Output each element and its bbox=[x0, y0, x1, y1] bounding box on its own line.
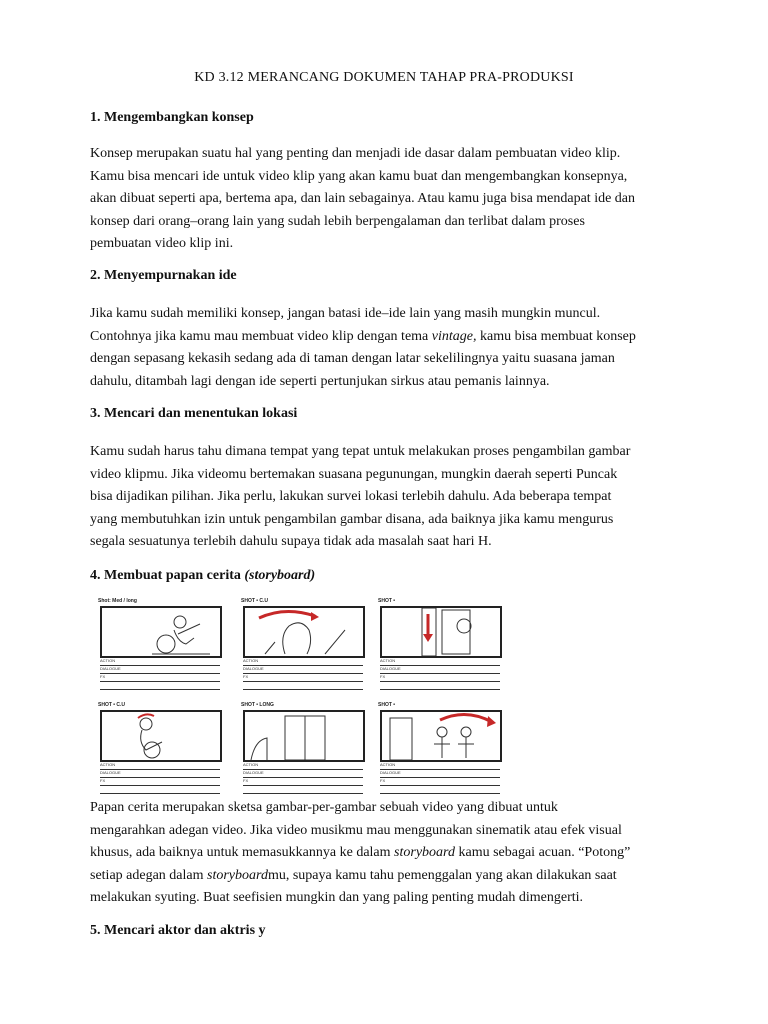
section-3-heading: 3. Mencari dan menentukan lokasi bbox=[90, 406, 298, 421]
fx-line: FX bbox=[380, 674, 500, 682]
storyboard-panel bbox=[376, 702, 502, 794]
section-5-heading: 5. Mencari aktor dan aktris y bbox=[90, 923, 266, 938]
storyboard-image bbox=[96, 598, 506, 794]
action-line: ACTION bbox=[380, 762, 500, 770]
storyboard-panel bbox=[96, 702, 222, 794]
text-run: kamu sebagai acuan. “Potong” bbox=[458, 845, 631, 860]
dialogue-line: DIALOGUE bbox=[380, 666, 500, 674]
blank-line bbox=[243, 682, 363, 690]
section-1-paragraph bbox=[90, 143, 690, 256]
action-line: ACTION bbox=[100, 762, 220, 770]
panel-shot-label: Shot: Med / long bbox=[98, 598, 137, 604]
paragraph-line: Papan cerita merupakan sketsa gambar-per-gambar sebuah video yang dibuat untuk bbox=[90, 800, 558, 815]
paragraph-line: mengarahkan adegan video. Jika video musikmu mau menggunakan sinematik atau efek visual bbox=[90, 822, 622, 838]
panel-shot-label: SHOT • bbox=[378, 598, 396, 604]
section-1-heading: 1. Mengembangkan konsep bbox=[90, 110, 254, 125]
action-line: ACTION bbox=[243, 762, 363, 770]
panel-notes bbox=[243, 762, 363, 794]
fx-line: FX bbox=[380, 778, 500, 786]
panel-frame bbox=[100, 606, 222, 658]
dialogue-line: DIALOGUE bbox=[380, 770, 500, 778]
dialogue-line: DIALOGUE bbox=[100, 770, 220, 778]
paragraph-line: Konsep merupakan suatu hal yang penting dan menjadi ide dasar dalam pembuatan video klip. bbox=[90, 146, 621, 161]
action-line: ACTION bbox=[243, 658, 363, 666]
paragraph-line: bisa dijadikan pilihan. Jika perlu, lakukan survei lokasi terlebih dahulu. Ada beberapa tempat bbox=[90, 489, 612, 504]
sketch-man-rising bbox=[102, 712, 220, 760]
blank-line bbox=[243, 786, 363, 794]
panel-frame bbox=[380, 606, 502, 658]
sketch-people-in-doorway bbox=[382, 712, 500, 760]
blank-line bbox=[100, 786, 220, 794]
paragraph-line: konsep dari orang–orang lain yang sudah lebih berpengalaman dan terlibat dalam proses bbox=[90, 213, 585, 229]
blank-line bbox=[380, 786, 500, 794]
text-run: khusus, ada baiknya untuk memasukkannya ke dalam bbox=[90, 845, 391, 860]
text-run: mu, supaya kamu tahu pemenggalan yang akan dilakukan saat bbox=[267, 867, 617, 883]
paragraph-line bbox=[90, 865, 690, 888]
panel-frame bbox=[243, 710, 365, 762]
sketch-man-in-wheelchair bbox=[102, 608, 220, 656]
dialogue-line: DIALOGUE bbox=[243, 770, 363, 778]
paragraph-line bbox=[90, 842, 690, 865]
paragraph-line bbox=[90, 326, 690, 349]
sketch-door-closeup bbox=[382, 608, 500, 656]
paragraph-line: Kamu sudah harus tahu dimana tempat yang tepat untuk melakukan proses pengambilan gambar bbox=[90, 444, 631, 459]
paragraph-line: Kamu bisa mencari ide untuk video klip yang akan kamu buat dan mengembangkan konsepnya, bbox=[90, 168, 628, 184]
paragraph-line: video klipmu. Jika videomu bertemakan suasana pegunungan, mungkin daerah seperti Puncak bbox=[90, 466, 618, 482]
paragraph-line: dengan sepasang kekasih sedang ada di taman dengan latar sekelilingnya yaitu suasana jaman bbox=[90, 351, 615, 366]
text-run: kamu bisa membuat konsep bbox=[479, 328, 636, 344]
dialogue-line: DIALOGUE bbox=[243, 666, 363, 674]
fx-line: FX bbox=[243, 778, 363, 786]
paragraph-line: pembuatan video klip ini. bbox=[90, 236, 234, 251]
paragraph-line: melakukan syuting. Buat seefisien mungkin dan yang paling penting mudah dimengerti. bbox=[90, 890, 584, 905]
panel-shot-label: SHOT • C.U bbox=[241, 598, 269, 604]
panel-shot-label: SHOT • LONG bbox=[241, 702, 274, 708]
dialogue-line: DIALOGUE bbox=[100, 666, 220, 674]
paragraph-line: yang membutuhkan izin untuk pengambilan gambar disana, ada baiknya jika kamu mengurus bbox=[90, 511, 614, 527]
heading-italic: (storyboard) bbox=[244, 568, 316, 583]
paragraph-line: Jika kamu sudah memiliki konsep, jangan batasi ide–ide lain yang masih mungkin muncul. bbox=[90, 306, 601, 321]
sketch-door-long bbox=[245, 712, 363, 760]
page-title: KD 3.12 MERANCANG DOKUMEN TAHAP PRA-PRODUKSI bbox=[194, 70, 574, 85]
italic-term-vintage: vintage, bbox=[431, 328, 477, 344]
text-run: setiap adegan dalam bbox=[90, 867, 204, 883]
section-4-heading bbox=[90, 568, 315, 584]
sketch-closeup-face bbox=[245, 608, 363, 656]
paragraph-line: akan dibuat seperti apa, bertema apa, dan lain sebagainya. Atau kamu juga bisa mendapat ide dan bbox=[90, 191, 636, 206]
section-2-heading: 2. Menyempurnakan ide bbox=[90, 268, 237, 283]
paragraph-line: segala sesuatunya terlebih dahulu supaya tidak ada masalah saat hari H. bbox=[90, 534, 492, 549]
blank-line bbox=[380, 682, 500, 690]
paragraph-line: dahulu, ditambah lagi dengan ide seperti pertunjukan sirkus atau pemanis lainnya. bbox=[90, 373, 550, 389]
panel-frame bbox=[243, 606, 365, 658]
storyboard-panel bbox=[96, 598, 222, 690]
fx-line: FX bbox=[243, 674, 363, 682]
text-run: Contohnya jika kamu mau membuat video klip dengan tema bbox=[90, 328, 429, 344]
panel-notes bbox=[100, 658, 220, 690]
section-4-paragraph bbox=[90, 797, 690, 910]
action-line: ACTION bbox=[100, 658, 220, 666]
panel-notes bbox=[243, 658, 363, 690]
panel-notes bbox=[380, 658, 500, 690]
panel-notes bbox=[380, 762, 500, 794]
italic-term-storyboard: storyboard bbox=[394, 845, 455, 860]
storyboard-panel bbox=[239, 702, 365, 794]
section-2-paragraph bbox=[90, 303, 690, 393]
storyboard-panel bbox=[239, 598, 365, 690]
panel-notes bbox=[100, 762, 220, 794]
panel-shot-label: SHOT • C.U bbox=[98, 702, 126, 708]
italic-term-storyboard: storyboard bbox=[207, 867, 268, 883]
panel-shot-label: SHOT • bbox=[378, 702, 396, 708]
storyboard-panel bbox=[376, 598, 502, 690]
fx-line: FX bbox=[100, 674, 220, 682]
blank-line bbox=[100, 682, 220, 690]
heading-text: 4. Membuat papan cerita bbox=[90, 568, 241, 583]
fx-line: FX bbox=[100, 778, 220, 786]
panel-frame bbox=[380, 710, 502, 762]
section-3-paragraph bbox=[90, 441, 690, 554]
panel-frame bbox=[100, 710, 222, 762]
action-line: ACTION bbox=[380, 658, 500, 666]
